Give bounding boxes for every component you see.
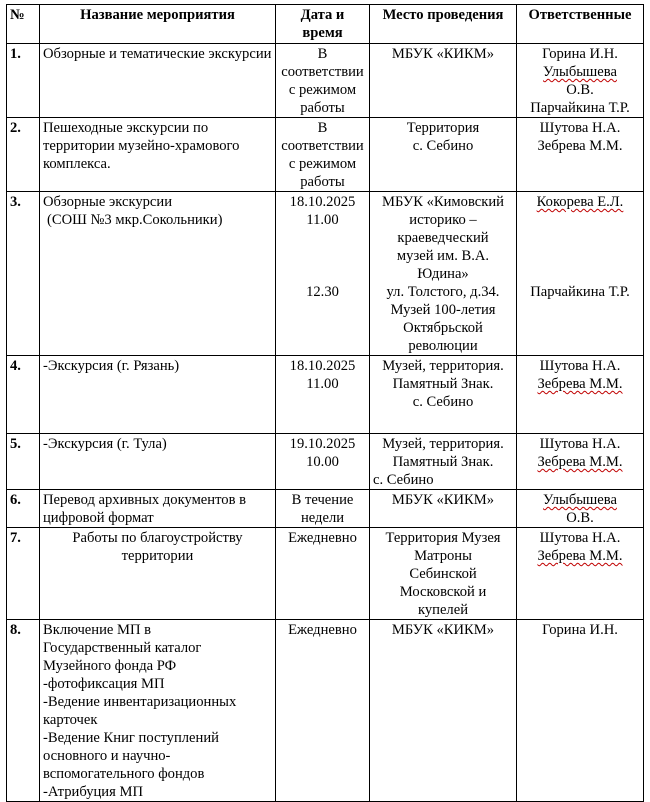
event-responsible: Улыбышева О.В. — [517, 490, 644, 528]
event-date: 19.10.2025 10.00 — [276, 434, 370, 490]
row-number: 2. — [7, 118, 40, 192]
row-number: 5. — [7, 434, 40, 490]
event-name: -Экскурсия (г. Рязань) — [40, 356, 276, 434]
event-responsible: Горина И.Н. — [517, 620, 644, 802]
header-responsible: Ответственные — [517, 5, 644, 44]
event-name: Работы по благоустройству территории — [40, 528, 276, 620]
row-number: 1. — [7, 44, 40, 118]
row-number: 7. — [7, 528, 40, 620]
table-row — [7, 528, 644, 620]
event-place: Территория с. Себино — [370, 118, 517, 192]
event-place: Музей, территория. Памятный Знак. с. Себино — [370, 434, 517, 490]
event-place: МБУК «КИКМ» — [370, 490, 517, 528]
event-place: МБУК «Кимовский историко – краеведческий музей им. В.А. Юдина» ул. Толстого, д.34. Музей 100-летия Октябрьской революции — [370, 192, 517, 356]
event-name: Обзорные и тематические экскурсии — [40, 44, 276, 118]
event-place: МБУК «КИКМ» — [370, 620, 517, 802]
event-responsible: Шутова Н.А. Зебрева М.М. — [517, 356, 644, 434]
table-row — [7, 434, 644, 490]
event-date: В соответствии с режимом работы — [276, 44, 370, 118]
header-event: Название мероприятия — [40, 5, 276, 44]
event-date: В течение недели — [276, 490, 370, 528]
header-place: Место проведения — [370, 5, 517, 44]
event-responsible: Шутова Н.А. Зебрева М.М. — [517, 118, 644, 192]
event-place: Музей, территория. Памятный Знак. с. Себино — [370, 356, 517, 434]
row-number: 6. — [7, 490, 40, 528]
event-responsible: Шутова Н.А. Зебрева М.М. — [517, 434, 644, 490]
event-name: Пешеходные экскурсии по территории музейно-храмового комплекса. — [40, 118, 276, 192]
event-responsible: Кокорева Е.Л. Парчайкина Т.Р. — [517, 192, 644, 356]
event-date: В соответствии с режимом работы — [276, 118, 370, 192]
event-place: МБУК «КИКМ» — [370, 44, 517, 118]
events-table — [6, 4, 644, 802]
event-responsible: Горина И.Н. Улыбышева О.В. Парчайкина Т.Р. — [517, 44, 644, 118]
event-date: 18.10.2025 11.00 — [276, 356, 370, 434]
table-row — [7, 490, 644, 528]
event-place: Территория Музея Матроны Себинской Московской и купелей — [370, 528, 517, 620]
row-number: 3. — [7, 192, 40, 356]
event-name: Обзорные экскурсии (СОШ №3 мкр.Сокольники) — [40, 192, 276, 356]
header-row — [7, 5, 644, 44]
table-row — [7, 44, 644, 118]
event-name: Перевод архивных документов в цифровой формат — [40, 490, 276, 528]
event-date: 18.10.2025 11.00 12.30 — [276, 192, 370, 356]
header-date: Дата и время — [276, 5, 370, 44]
table-row — [7, 118, 644, 192]
event-name: Включение МП в Государственный каталог Музейного фонда РФ -фотофиксация МП -Ведение инвентаризационных карточек -Ведение Книг поступлений основного и научно- вспомогательного фондов -Атрибуция МП — [40, 620, 276, 802]
event-date: Ежедневно — [276, 620, 370, 802]
event-responsible: Шутова Н.А. Зебрева М.М. — [517, 528, 644, 620]
row-number: 4. — [7, 356, 40, 434]
event-name: -Экскурсия (г. Тула) — [40, 434, 276, 490]
event-date: Ежедневно — [276, 528, 370, 620]
header-num: № — [7, 5, 40, 44]
table-row — [7, 356, 644, 434]
table-row — [7, 192, 644, 356]
table-row — [7, 620, 644, 802]
row-number: 8. — [7, 620, 40, 802]
